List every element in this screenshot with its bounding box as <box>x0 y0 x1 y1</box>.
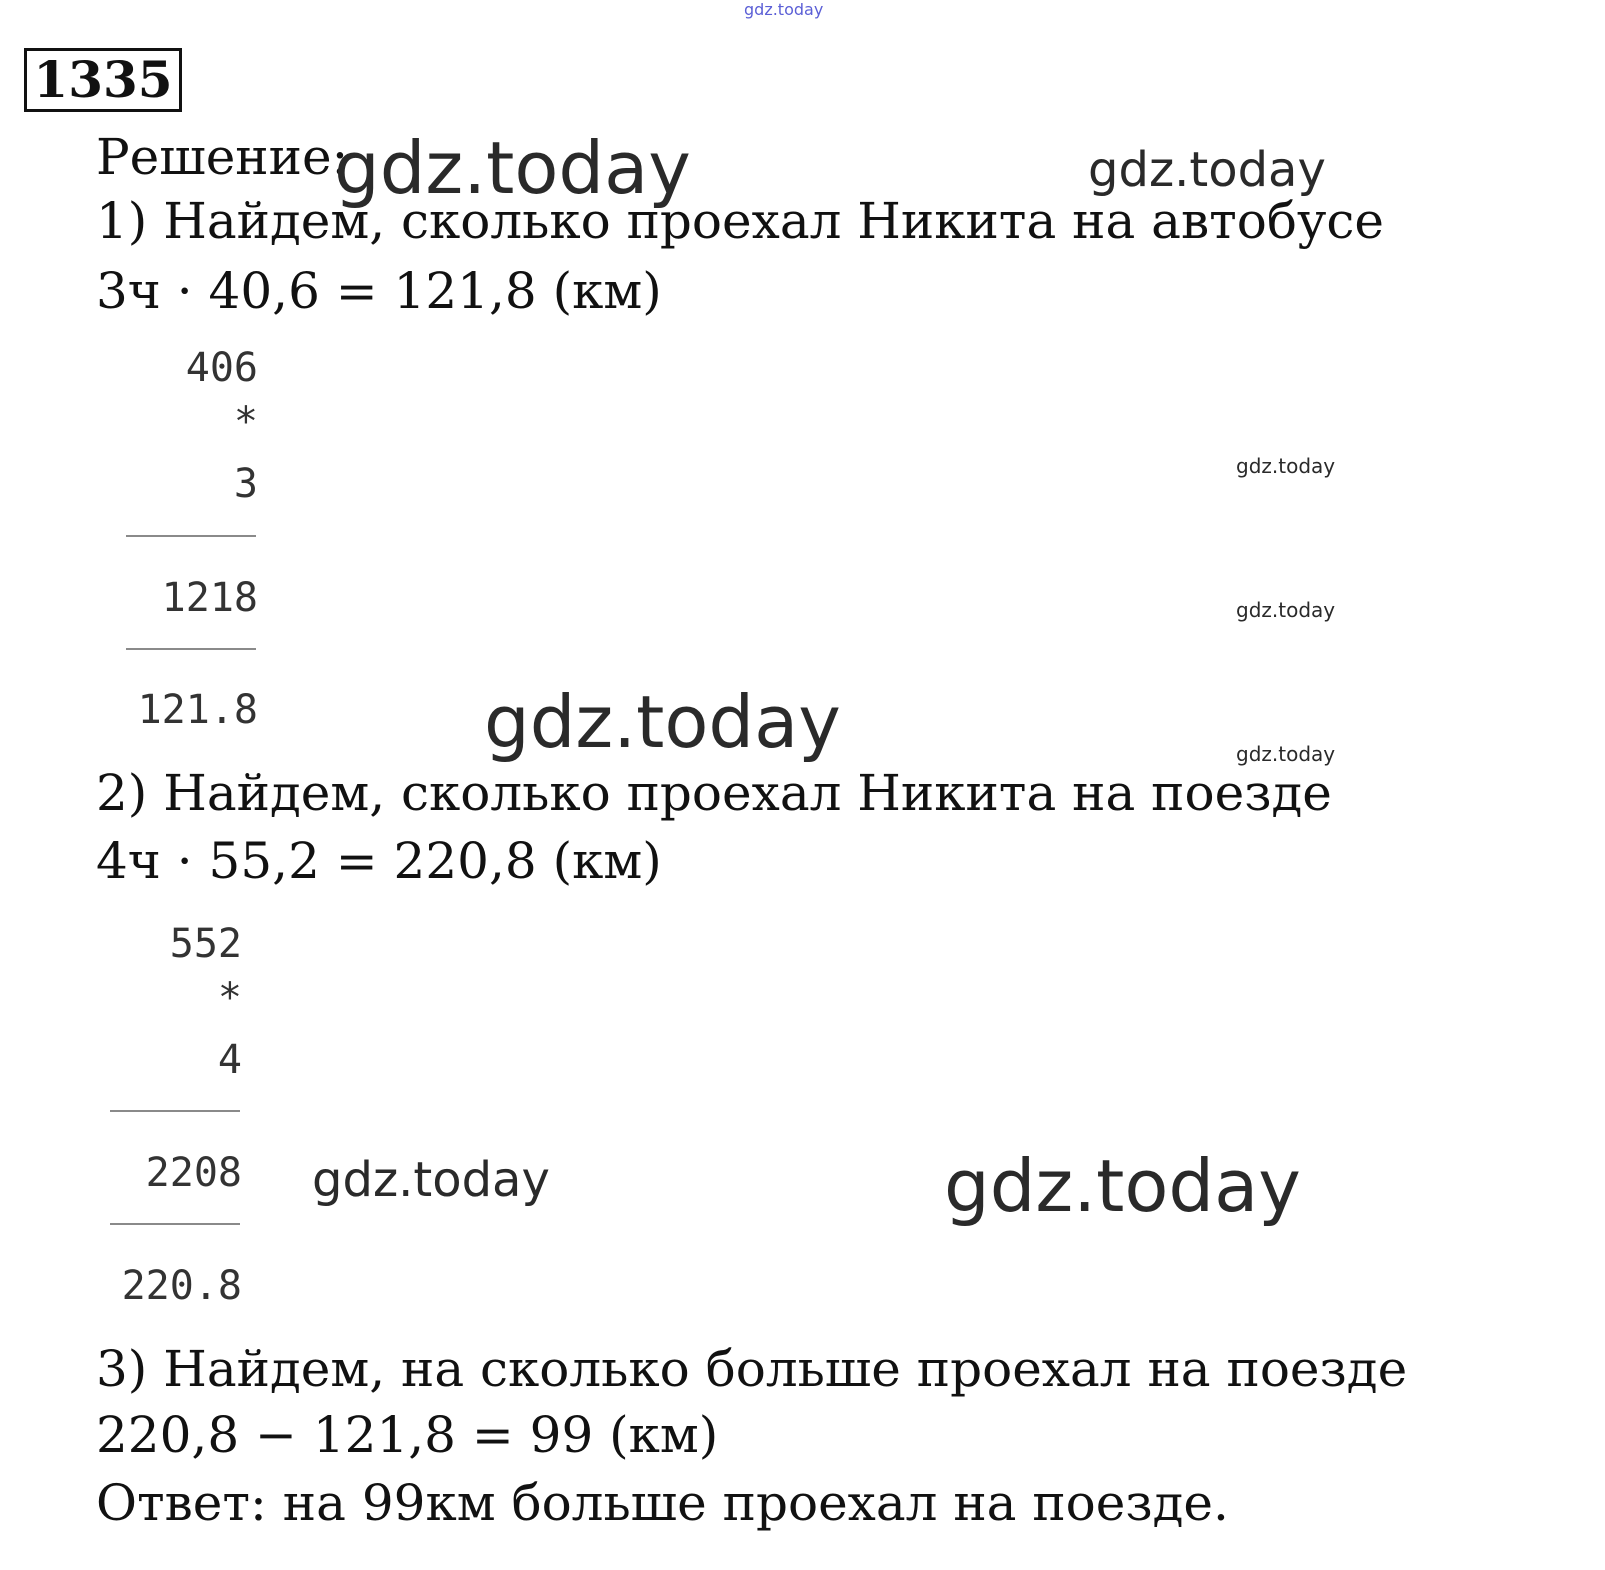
answer-text: Ответ: на 99км больше проехал на поезде. <box>96 1474 1229 1532</box>
step-1-multiplicand: 406 <box>185 345 258 391</box>
step-1-result: 121.8 <box>137 687 258 733</box>
watermark-large-3: gdz.today <box>944 1144 1301 1228</box>
step-2-result: 220.8 <box>121 1263 242 1309</box>
step-3-heading: 3) Найдем, на сколько больше проехал на поезде <box>96 1340 1408 1398</box>
step-1-divider-2 <box>126 648 256 650</box>
step-2-divider-1 <box>110 1110 240 1112</box>
step-2-divider-2 <box>110 1223 240 1225</box>
watermark-large-2: gdz.today <box>484 680 841 764</box>
watermark-top: gdz.today <box>744 0 824 19</box>
watermark-medium-2: gdz.today <box>312 1152 550 1208</box>
step-2-multiplier: 4 <box>217 1037 242 1083</box>
watermark-large-1: gdz.today <box>334 126 691 210</box>
step-1-formula: 3ч · 40,6 = 121,8 (км) <box>96 262 662 320</box>
step-1-divider-1 <box>126 535 256 537</box>
problem-number: 1335 <box>24 48 182 112</box>
watermark-medium-1: gdz.today <box>1088 142 1326 198</box>
step-2-heading: 2) Найдем, сколько проехал Никита на поезде <box>96 764 1332 822</box>
step-2-formula: 4ч · 55,2 = 220,8 (км) <box>96 832 662 890</box>
watermark-small-2: gdz.today <box>1236 598 1336 622</box>
step-1-partial: 1218 <box>161 575 258 621</box>
step-2-multiplicand: 552 <box>169 921 242 967</box>
step-1-operator: * <box>233 399 258 445</box>
step-3-formula: 220,8 − 121,8 = 99 (км) <box>96 1406 719 1464</box>
step-1-heading: 1) Найдем, сколько проехал Никита на автобусе <box>96 192 1385 250</box>
watermark-small-3: gdz.today <box>1236 742 1336 766</box>
watermark-small-1: gdz.today <box>1236 454 1336 478</box>
step-2-operator: * <box>217 975 242 1021</box>
solution-label: Решение: <box>96 128 349 186</box>
step-2-partial: 2208 <box>145 1150 242 1196</box>
step-1-multiplier: 3 <box>233 461 258 507</box>
